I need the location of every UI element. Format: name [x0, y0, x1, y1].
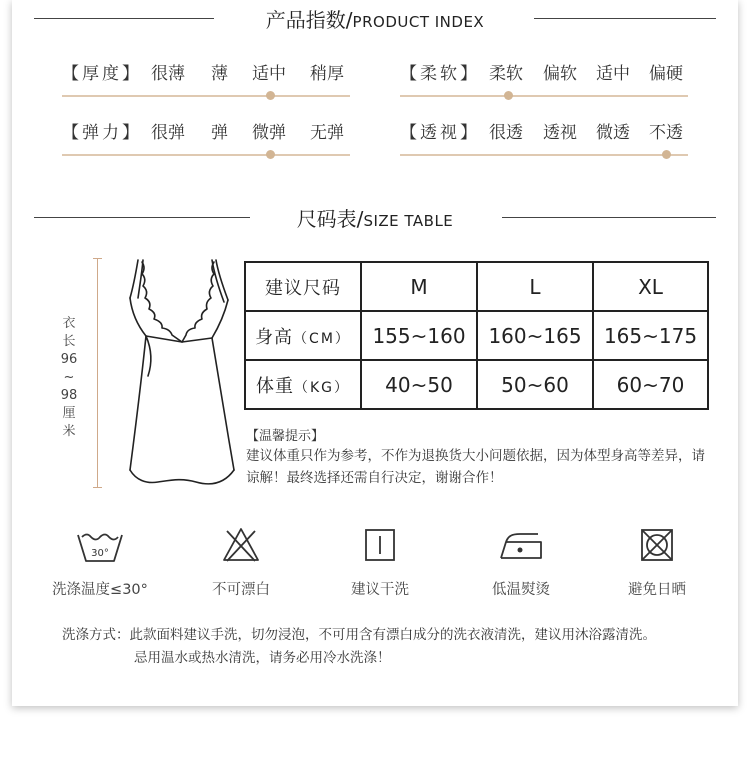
size-table-header-cell: XL — [593, 262, 708, 311]
attr-option: 薄 — [211, 64, 228, 84]
size-table — [244, 261, 709, 410]
attr-label: 【厚度】 — [62, 64, 142, 84]
attr-scale-marker — [662, 150, 671, 159]
attr-option: 微弹 — [252, 123, 286, 143]
attr-option: 稍厚 — [310, 64, 344, 84]
care-label: 建议干洗 — [351, 582, 409, 598]
attr-row-thickness — [62, 59, 352, 103]
garment-length-char: 98 — [60, 388, 78, 403]
attr-option: 偏硬 — [649, 64, 683, 84]
attr-scale-bar — [400, 154, 688, 156]
low-iron-icon — [498, 528, 544, 562]
header-line-right — [502, 217, 716, 218]
slip-dress-illustration — [112, 254, 237, 490]
garment-length-char: ~ — [63, 370, 75, 385]
size-table-header-cell: M — [361, 262, 477, 311]
size-table-header — [12, 199, 738, 239]
care-label: 洗涤温度≤30° — [52, 582, 148, 598]
attr-label: 【弹力】 — [62, 123, 142, 143]
size-table-cell: 160~165 — [477, 311, 593, 360]
care-item-no-bleach — [181, 520, 301, 599]
care-item-no-sun — [597, 520, 717, 599]
attr-scale-marker — [504, 91, 513, 100]
care-item-wash — [40, 520, 160, 599]
no-bleach-icon — [221, 525, 261, 565]
wash-temp-text: 30° — [91, 548, 109, 559]
no-sun-icon — [638, 526, 676, 564]
attr-label: 【柔软】 — [400, 64, 480, 84]
row-label-cn: 身高 — [255, 326, 294, 348]
attr-row-softness — [400, 59, 690, 103]
care-item-low-iron — [461, 520, 581, 599]
wash-30-icon — [74, 525, 126, 565]
size-table-row-label — [245, 311, 361, 360]
attr-option: 弹 — [211, 123, 228, 143]
attr-scale-bar — [62, 95, 350, 97]
size-table-header-row — [245, 262, 708, 311]
header-line-right — [534, 18, 716, 19]
attr-option: 很透 — [489, 123, 523, 143]
attr-row-transparency — [400, 118, 690, 162]
product-index-title-cn: 产品指数/ — [265, 8, 353, 32]
attr-option: 偏软 — [543, 64, 577, 84]
attr-option: 适中 — [252, 64, 286, 84]
attr-option: 柔软 — [489, 64, 523, 84]
size-table-cell: 50~60 — [477, 360, 593, 409]
size-table-header-cell: 建议尺码 — [245, 262, 361, 311]
garment-length-char: 米 — [62, 424, 76, 439]
row-label-cn: 体重 — [255, 375, 294, 397]
attr-option: 适中 — [596, 64, 630, 84]
size-table-header-cell: L — [477, 262, 593, 311]
row-label-unit: （CM） — [293, 330, 351, 347]
care-label: 低温熨烫 — [492, 582, 550, 598]
row-label-unit: （KG） — [293, 379, 351, 396]
size-table-cell: 40~50 — [361, 360, 477, 409]
size-table-row-height — [245, 311, 708, 360]
garment-length-label — [60, 315, 78, 441]
product-index-title-en: PRODUCT INDEX — [352, 13, 485, 31]
attr-option: 透视 — [543, 123, 577, 143]
care-label: 避免日晒 — [628, 582, 686, 598]
size-table-title-cn: 尺码表/ — [296, 207, 364, 231]
attr-scale-marker — [266, 150, 275, 159]
iron-dot — [518, 548, 523, 553]
size-table-cell: 60~70 — [593, 360, 708, 409]
size-table-title-en: SIZE TABLE — [363, 212, 454, 230]
attr-option: 微透 — [596, 123, 630, 143]
attr-option: 不透 — [649, 123, 683, 143]
product-index-header — [12, 0, 738, 40]
garment-length-char: 96 — [60, 352, 78, 367]
attr-option: 很薄 — [151, 64, 185, 84]
attr-option: 无弹 — [310, 123, 344, 143]
wash-line-2: 忌用温水或热水清洗，请务必用冷水洗涤！ — [134, 650, 391, 666]
size-table-cell: 165~175 — [593, 311, 708, 360]
size-table-cell: 155~160 — [361, 311, 477, 360]
size-table-row-weight — [245, 360, 708, 409]
garment-length-char: 衣 — [62, 316, 76, 331]
size-table-row-label — [245, 360, 361, 409]
tip-body: 建议体重只作为参考，不作为退换货大小问题依据，因为体型身高等差异，请谅解！最终选择还需自行决定，谢谢合作！ — [246, 448, 705, 486]
attr-row-elasticity — [62, 118, 352, 162]
length-ruler — [97, 258, 98, 488]
care-label: 不可漂白 — [212, 582, 270, 598]
product-info-card — [12, 0, 738, 706]
attr-option: 很弹 — [151, 123, 185, 143]
attr-scale-marker — [266, 91, 275, 100]
garment-length-char: 厘 — [62, 406, 76, 421]
garment-length-char: 长 — [62, 334, 76, 349]
attr-scale-bar — [62, 154, 350, 156]
care-item-dry-clean — [320, 520, 440, 599]
wash-line-1: 洗涤方式：此款面料建议手洗，切勿浸泡，不可用含有漂白成分的洗衣液清洗，建议用沐浴露清洗。 — [62, 627, 656, 643]
wash-instructions — [62, 624, 722, 670]
attr-label: 【透视】 — [400, 123, 480, 143]
attr-scale-bar — [400, 95, 688, 97]
dry-clean-icon — [363, 527, 397, 563]
tip-title: 【温馨提示】 — [246, 429, 325, 444]
